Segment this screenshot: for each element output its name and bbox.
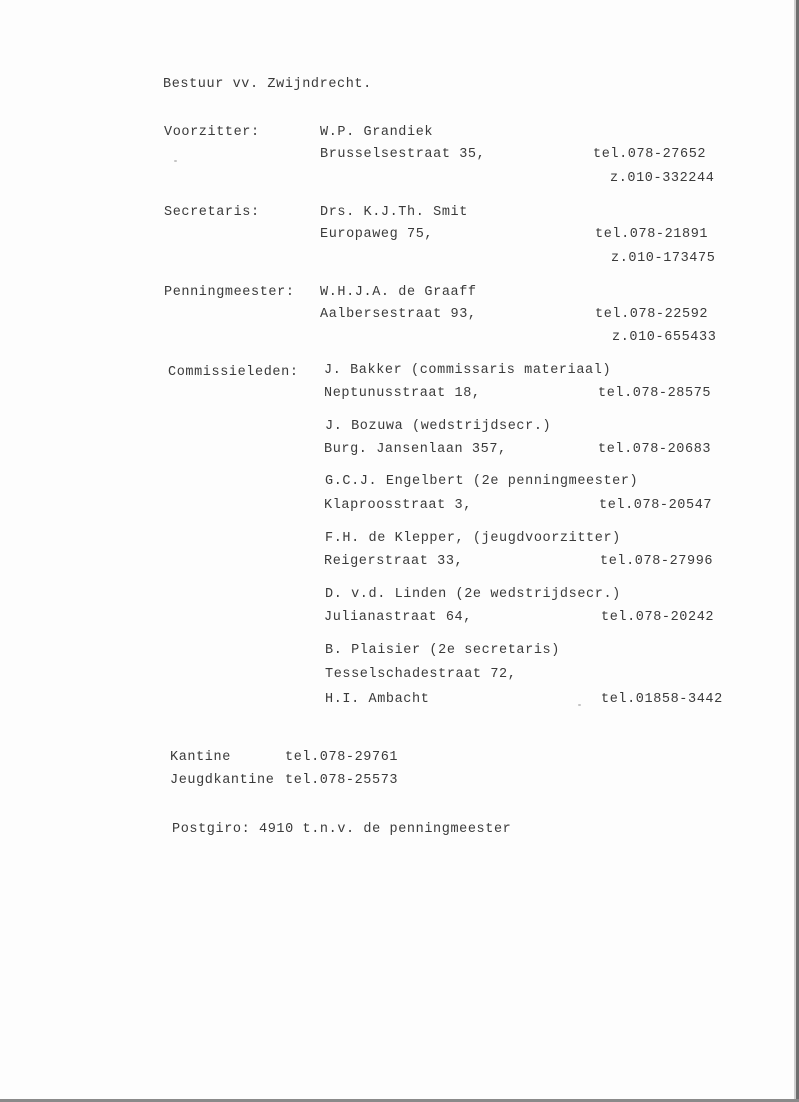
scan-speck xyxy=(578,704,581,706)
voorzitter-name: W.P. Grandiek xyxy=(320,125,434,140)
voorzitter-phone: tel.078-27652 xyxy=(593,147,707,162)
member-address: Klaproosstraat 3, xyxy=(324,498,472,513)
member-name: J. Bakker (commissaris materiaal) xyxy=(324,363,612,378)
member-phone: tel.078-20242 xyxy=(601,610,715,625)
jeugdkantine-phone: tel.078-25573 xyxy=(285,773,399,788)
member-phone: tel.078-20683 xyxy=(598,442,712,457)
secretaris-phone: tel.078-21891 xyxy=(595,227,709,242)
secretaris-address: Europaweg 75, xyxy=(320,227,434,242)
secretaris-label: Secretaris: xyxy=(164,205,260,220)
voorzitter-address: Brusselsestraat 35, xyxy=(320,147,486,162)
commissieleden-label: Commissieleden: xyxy=(168,365,299,380)
member-address: Burg. Jansenlaan 357, xyxy=(324,442,507,457)
member-address: Reigerstraat 33, xyxy=(324,554,464,569)
document-title: Bestuur vv. Zwijndrecht. xyxy=(163,77,372,92)
penningmeester-address: Aalbersestraat 93, xyxy=(320,307,477,322)
voorzitter-phone-2: z.010-332244 xyxy=(610,171,715,186)
member-name: J. Bozuwa (wedstrijdsecr.) xyxy=(325,419,552,434)
scan-speck xyxy=(174,160,177,162)
jeugdkantine-label: Jeugdkantine xyxy=(170,773,275,788)
member-phone: tel.078-28575 xyxy=(598,386,712,401)
penningmeester-phone: tel.078-22592 xyxy=(595,307,709,322)
member-phone: tel.078-27996 xyxy=(600,554,714,569)
member-name: G.C.J. Engelbert (2e penningmeester) xyxy=(325,474,639,489)
kantine-label: Kantine xyxy=(170,750,231,765)
member-address: Julianastraat 64, xyxy=(324,610,472,625)
member-name: B. Plaisier (2e secretaris) xyxy=(325,643,560,658)
kantine-phone: tel.078-29761 xyxy=(285,750,399,765)
penningmeester-phone-2: z.010-655433 xyxy=(612,330,717,345)
member-phone: tel.01858-3442 xyxy=(601,692,723,707)
postgiro-line: Postgiro: 4910 t.n.v. de penningmeester xyxy=(172,822,512,837)
voorzitter-label: Voorzitter: xyxy=(164,125,260,140)
penningmeester-label: Penningmeester: xyxy=(164,285,295,300)
member-address: Neptunusstraat 18, xyxy=(324,386,481,401)
secretaris-phone-2: z.010-173475 xyxy=(611,251,716,266)
member-name: D. v.d. Linden (2e wedstrijdsecr.) xyxy=(325,587,621,602)
secretaris-name: Drs. K.J.Th. Smit xyxy=(320,205,468,220)
member-name: F.H. de Klepper, (jeugdvoorzitter) xyxy=(325,531,621,546)
member-address: Tesselschadestraat 72, xyxy=(325,667,517,682)
member-city: H.I. Ambacht xyxy=(325,692,430,707)
penningmeester-name: W.H.J.A. de Graaff xyxy=(320,285,477,300)
member-phone: tel.078-20547 xyxy=(599,498,713,513)
